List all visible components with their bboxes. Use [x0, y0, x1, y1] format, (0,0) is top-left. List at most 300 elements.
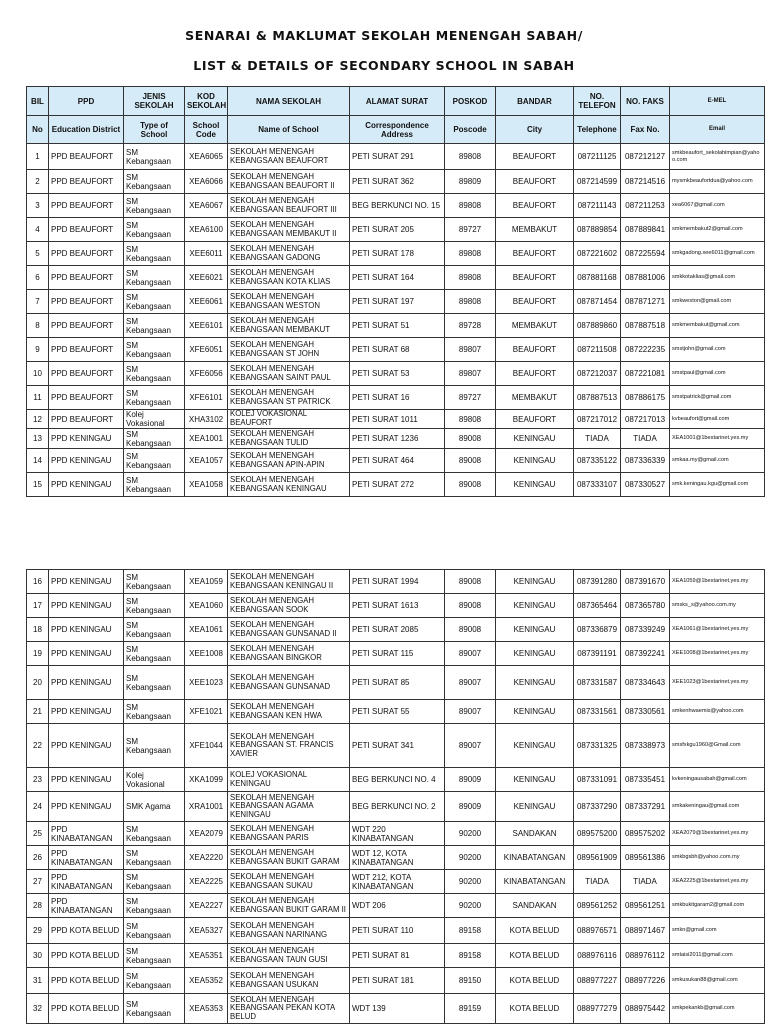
- table-cell: Kolej Vokasional: [124, 768, 185, 792]
- table-cell: KENINGAU: [496, 700, 574, 724]
- table-cell: 087217012: [574, 410, 621, 429]
- table-cell: SEKOLAH MENENGAH KEBANGSAAN GADONG: [228, 242, 350, 266]
- table-cell: XEA1061: [185, 618, 228, 642]
- table-cell: PPD KENINGAU: [49, 473, 124, 497]
- table-cell: 89007: [445, 700, 496, 724]
- table-row: [27, 473, 765, 497]
- table-cell: 89159: [445, 994, 496, 1024]
- table-cell: 31: [27, 968, 49, 994]
- table-cell: 89728: [445, 314, 496, 338]
- table-cell: 90200: [445, 894, 496, 918]
- table-cell: BEAUFORT: [496, 290, 574, 314]
- table-cell: XEA2079: [185, 822, 228, 846]
- table-cell: PPD KENINGAU: [49, 570, 124, 594]
- table-cell: XFE6056: [185, 362, 228, 386]
- table-cell: PPD BEAUFORT: [49, 170, 124, 194]
- table-row: [27, 700, 765, 724]
- table-cell: smstpatrick@gmail.com: [670, 386, 765, 410]
- table-cell: SM Kebangsaan: [124, 570, 185, 594]
- table-cell: SEKOLAH MENENGAH KEBANGSAAN PEKAN KOTA BELUD: [228, 994, 350, 1024]
- table-cell: smkenhwaemis@yahoo.com: [670, 700, 765, 724]
- table-cell: SEKOLAH MENENGAH KEBANGSAAN ST JOHN: [228, 338, 350, 362]
- table-row: [27, 449, 765, 473]
- table-cell: 90200: [445, 870, 496, 894]
- table-row: [27, 144, 765, 170]
- table-cell: xea6067@gmail.com: [670, 194, 765, 218]
- table-cell: XEA5353: [185, 994, 228, 1024]
- table-cell: PETI SURAT 205: [350, 218, 445, 242]
- table-cell: 32: [27, 994, 49, 1024]
- table-cell: 087889841: [621, 218, 670, 242]
- table-cell: 088977226: [621, 968, 670, 994]
- table-cell: 30: [27, 944, 49, 968]
- table-cell: smkn@gmail.com: [670, 918, 765, 944]
- table-cell: SEKOLAH MENENGAH KEBANGSAAN BEAUFORT II: [228, 170, 350, 194]
- table-cell: PETI SURAT 81: [350, 944, 445, 968]
- table-cell: SM Kebangsaan: [124, 944, 185, 968]
- table-cell: SM Kebangsaan: [124, 870, 185, 894]
- table-cell: 087333107: [574, 473, 621, 497]
- table-cell: PETI SURAT 55: [350, 700, 445, 724]
- school-table-page1: [26, 86, 765, 497]
- table-cell: PPD BEAUFORT: [49, 218, 124, 242]
- table-cell: 087331561: [574, 700, 621, 724]
- table-cell: SM Kebangsaan: [124, 242, 185, 266]
- header-cell: JENIS SEKOLAH: [124, 87, 185, 116]
- table-cell: WDT 212, KOTA KINABATANGAN: [350, 870, 445, 894]
- table-cell: 087391670: [621, 570, 670, 594]
- table-cell: SM Kebangsaan: [124, 594, 185, 618]
- table-cell: XEA1001@1bestarinet.yes.my: [670, 429, 765, 449]
- table-cell: 89808: [445, 194, 496, 218]
- table-cell: BEAUFORT: [496, 362, 574, 386]
- table-cell: smtaisi2011@gmail.com: [670, 944, 765, 968]
- table-cell: KOTA BELUD: [496, 994, 574, 1024]
- table-cell: PPD KOTA BELUD: [49, 968, 124, 994]
- table-cell: smkmembakut2@gmail.com: [670, 218, 765, 242]
- table-cell: KENINGAU: [496, 570, 574, 594]
- table-cell: XEA6065: [185, 144, 228, 170]
- table-cell: SEKOLAH MENENGAH KEBANGSAAN BUKIT GARAM II: [228, 894, 350, 918]
- table-cell: SEKOLAH MENENGAH KEBANGSAAN ST PATRICK: [228, 386, 350, 410]
- table-cell: SM Kebangsaan: [124, 362, 185, 386]
- table-cell: SEKOLAH MENENGAH KEBANGSAAN TAUN GUSI: [228, 944, 350, 968]
- table-row: [27, 594, 765, 618]
- table-cell: 087211253: [621, 194, 670, 218]
- table-cell: XEA5327: [185, 918, 228, 944]
- table-cell: SEKOLAH MENENGAH KEBANGSAAN BUKIT GARAM: [228, 846, 350, 870]
- table-cell: XEA2079@1bestarinet.yes.my: [670, 822, 765, 846]
- table-cell: XEA1060: [185, 594, 228, 618]
- table-cell: SEKOLAH MENENGAH KEBANGSAAN MEMBAKUT: [228, 314, 350, 338]
- table-row: [27, 768, 765, 792]
- table-cell: 087214516: [621, 170, 670, 194]
- table-cell: 087211125: [574, 144, 621, 170]
- table-row: [27, 642, 765, 666]
- table-cell: 89007: [445, 724, 496, 768]
- header-cell: Fax No.: [621, 116, 670, 144]
- table-cell: PPD KINABATANGAN: [49, 846, 124, 870]
- table-cell: 087222235: [621, 338, 670, 362]
- table-cell: XEE6061: [185, 290, 228, 314]
- table-cell: SEKOLAH MENENGAH KEBANGSAAN SUKAU: [228, 870, 350, 894]
- table-cell: PPD BEAUFORT: [49, 386, 124, 410]
- table-cell: XEA1001: [185, 429, 228, 449]
- table-cell: 087221081: [621, 362, 670, 386]
- table-cell: smk.keningau.kgu@gmail.com: [670, 473, 765, 497]
- table-cell: 087881006: [621, 266, 670, 290]
- table-cell: PPD KOTA BELUD: [49, 918, 124, 944]
- table-cell: 087211143: [574, 194, 621, 218]
- table-row: [27, 194, 765, 218]
- table-cell: SEKOLAH MENENGAH KEBANGSAAN AGAMA KENINGAU: [228, 792, 350, 822]
- document-title-english: LIST & DETAILS OF SECONDARY SCHOOL IN SABAH: [193, 58, 575, 73]
- table-row: [27, 410, 765, 429]
- table-cell: 89008: [445, 473, 496, 497]
- table-cell: XFE1021: [185, 700, 228, 724]
- table-cell: smkaa.my@gmail.com: [670, 449, 765, 473]
- header-cell: No: [27, 116, 49, 144]
- table-cell: KENINGAU: [496, 724, 574, 768]
- table-cell: 087391191: [574, 642, 621, 666]
- table-cell: 089561386: [621, 846, 670, 870]
- table-cell: SEKOLAH MENENGAH KEBANGSAAN WESTON: [228, 290, 350, 314]
- table-cell: 89727: [445, 386, 496, 410]
- table-cell: 087338973: [621, 724, 670, 768]
- table-cell: PETI SURAT 291: [350, 144, 445, 170]
- table-cell: SM Kebangsaan: [124, 194, 185, 218]
- table-cell: smsfxkgu1960@Gmail.com: [670, 724, 765, 768]
- header-cell: BANDAR: [496, 87, 574, 116]
- table-cell: 089561251: [621, 894, 670, 918]
- table-cell: BEAUFORT: [496, 144, 574, 170]
- table-cell: PPD KENINGAU: [49, 594, 124, 618]
- table-cell: PETI SURAT 85: [350, 666, 445, 700]
- table-cell: SEKOLAH MENENGAH KEBANGSAAN GUNSANAD: [228, 666, 350, 700]
- table-cell: 087212127: [621, 144, 670, 170]
- table-cell: 087337290: [574, 792, 621, 822]
- table-cell: 89158: [445, 918, 496, 944]
- table-cell: KENINGAU: [496, 768, 574, 792]
- table-cell: PETI SURAT 164: [350, 266, 445, 290]
- table-cell: SM Kebangsaan: [124, 338, 185, 362]
- table-cell: SM Kebangsaan: [124, 918, 185, 944]
- table-cell: XEE6021: [185, 266, 228, 290]
- table-cell: 89807: [445, 338, 496, 362]
- table-cell: XEA1059@1bestarinet.yes.my: [670, 570, 765, 594]
- table-cell: PPD BEAUFORT: [49, 314, 124, 338]
- table-cell: 89008: [445, 618, 496, 642]
- table-cell: 89808: [445, 410, 496, 429]
- table-cell: 15: [27, 473, 49, 497]
- table-cell: 12: [27, 410, 49, 429]
- table-cell: 089575202: [621, 822, 670, 846]
- table-cell: TIADA: [621, 429, 670, 449]
- table-cell: 10: [27, 362, 49, 386]
- table-cell: PETI SURAT 1236: [350, 429, 445, 449]
- table-cell: XEE6011: [185, 242, 228, 266]
- table-cell: 90200: [445, 822, 496, 846]
- table-cell: PPD BEAUFORT: [49, 410, 124, 429]
- table-cell: XFE6101: [185, 386, 228, 410]
- table-cell: SM Kebangsaan: [124, 429, 185, 449]
- table-cell: WDT 139: [350, 994, 445, 1024]
- table-row: [27, 618, 765, 642]
- table-cell: PPD KINABATANGAN: [49, 822, 124, 846]
- table-cell: 20: [27, 666, 49, 700]
- table-cell: BEAUFORT: [496, 266, 574, 290]
- table-cell: PPD BEAUFORT: [49, 194, 124, 218]
- table-cell: KENINGAU: [496, 473, 574, 497]
- table-cell: XHA3102: [185, 410, 228, 429]
- table-cell: smkpekankb@gmail.com: [670, 994, 765, 1024]
- table-cell: XFE1044: [185, 724, 228, 768]
- table-cell: PPD KENINGAU: [49, 449, 124, 473]
- table-cell: 087331587: [574, 666, 621, 700]
- header-cell: KOD SEKOLAH: [185, 87, 228, 116]
- table-cell: 087337291: [621, 792, 670, 822]
- table-cell: SEKOLAH MENENGAH KEBANGSAAN BEAUFORT: [228, 144, 350, 170]
- table-cell: SM Kebangsaan: [124, 994, 185, 1024]
- table-cell: 89007: [445, 666, 496, 700]
- table-cell: KENINGAU: [496, 594, 574, 618]
- table-cell: XEA2225@1bestarinet.yes.my: [670, 870, 765, 894]
- table-cell: XEA2227: [185, 894, 228, 918]
- table-cell: 90200: [445, 846, 496, 870]
- table-cell: XEA1057: [185, 449, 228, 473]
- table-cell: smsks_s@yahoo.com.my: [670, 594, 765, 618]
- table-cell: SANDAKAN: [496, 894, 574, 918]
- table-cell: XEA5351: [185, 944, 228, 968]
- table-cell: smkusukan88@gmail.com: [670, 968, 765, 994]
- header-cell: NAMA SEKOLAH: [228, 87, 350, 116]
- table-row: [27, 570, 765, 594]
- table-cell: KOLEJ VOKASIONAL BEAUFORT: [228, 410, 350, 429]
- table-cell: SEKOLAH MENENGAH KEBANGSAAN BINGKOR: [228, 642, 350, 666]
- table-cell: KENINGAU: [496, 792, 574, 822]
- table-cell: 087889860: [574, 314, 621, 338]
- table-cell: 89808: [445, 144, 496, 170]
- table-cell: 087886175: [621, 386, 670, 410]
- header-cell: Email: [670, 116, 765, 144]
- table-cell: PETI SURAT 110: [350, 918, 445, 944]
- table-cell: SM Kebangsaan: [124, 266, 185, 290]
- table-cell: 087335122: [574, 449, 621, 473]
- table-cell: SM Kebangsaan: [124, 473, 185, 497]
- table-row: [27, 362, 765, 386]
- table-cell: 087225594: [621, 242, 670, 266]
- table-cell: SEKOLAH MENENGAH KEBANGSAAN KOTA KLIAS: [228, 266, 350, 290]
- table-row: [27, 218, 765, 242]
- table-cell: KOTA BELUD: [496, 968, 574, 994]
- header-cell: School Code: [185, 116, 228, 144]
- header-cell: NO. FAKS: [621, 87, 670, 116]
- table-cell: SEKOLAH MENENGAH KEBANGSAAN TULID: [228, 429, 350, 449]
- table-cell: SEKOLAH MENENGAH KEBANGSAAN KENINGAU II: [228, 570, 350, 594]
- header-cell: Name of School: [228, 116, 350, 144]
- header-cell: POSKOD: [445, 87, 496, 116]
- table-cell: BEAUFORT: [496, 338, 574, 362]
- table-cell: PPD KENINGAU: [49, 700, 124, 724]
- table-cell: 14: [27, 449, 49, 473]
- table-cell: 89008: [445, 570, 496, 594]
- table-cell: XEE1008: [185, 642, 228, 666]
- table-cell: XRA1001: [185, 792, 228, 822]
- header-cell: Correspondence Address: [350, 116, 445, 144]
- table-cell: 088976571: [574, 918, 621, 944]
- table-cell: 89808: [445, 266, 496, 290]
- table-cell: WDT 12, KOTA KINABATANGAN: [350, 846, 445, 870]
- table-cell: BEG BERKUNCI NO. 4: [350, 768, 445, 792]
- table-cell: 087331091: [574, 768, 621, 792]
- table-cell: PPD KENINGAU: [49, 724, 124, 768]
- table-cell: 26: [27, 846, 49, 870]
- table-cell: 087221602: [574, 242, 621, 266]
- table-cell: 89809: [445, 170, 496, 194]
- table-cell: smstjohn@gmail.com: [670, 338, 765, 362]
- table-cell: 3: [27, 194, 49, 218]
- table-cell: PPD KENINGAU: [49, 642, 124, 666]
- table-cell: PETI SURAT 464: [350, 449, 445, 473]
- table-cell: PETI SURAT 1613: [350, 594, 445, 618]
- table-cell: 087889854: [574, 218, 621, 242]
- table-cell: 7: [27, 290, 49, 314]
- table-cell: kvbeaufort@gmail.com: [670, 410, 765, 429]
- table-row: [27, 944, 765, 968]
- table-cell: SM Kebangsaan: [124, 618, 185, 642]
- table-cell: PETI SURAT 68: [350, 338, 445, 362]
- table-cell: 89808: [445, 290, 496, 314]
- table-cell: SM Kebangsaan: [124, 822, 185, 846]
- table-cell: TIADA: [574, 429, 621, 449]
- table-cell: PPD KINABATANGAN: [49, 894, 124, 918]
- table-cell: XEA1061@1bestarinet.yes.my: [670, 618, 765, 642]
- table-cell: SM Kebangsaan: [124, 218, 185, 242]
- header-cell: PPD: [49, 87, 124, 116]
- table-cell: TIADA: [574, 870, 621, 894]
- table-cell: SANDAKAN: [496, 822, 574, 846]
- table-cell: SM Kebangsaan: [124, 968, 185, 994]
- table-cell: PETI SURAT 53: [350, 362, 445, 386]
- table-row: [27, 846, 765, 870]
- table-cell: PPD KENINGAU: [49, 768, 124, 792]
- school-table-page2: [26, 569, 765, 1024]
- table-cell: XEE1023@1bestarinet.yes.my: [670, 666, 765, 700]
- table-cell: XEE6101: [185, 314, 228, 338]
- table-cell: smkkotaklias@gmail.com: [670, 266, 765, 290]
- table-cell: SEKOLAH MENENGAH KEBANGSAAN KEN HWA: [228, 700, 350, 724]
- table-cell: MEMBAKUT: [496, 218, 574, 242]
- table-cell: PPD KENINGAU: [49, 429, 124, 449]
- table-cell: 087331325: [574, 724, 621, 768]
- table-cell: 18: [27, 618, 49, 642]
- table-cell: 089561909: [574, 846, 621, 870]
- header-cell: E-MEL: [670, 87, 765, 116]
- table-cell: PETI SURAT 362: [350, 170, 445, 194]
- table-cell: SM Kebangsaan: [124, 386, 185, 410]
- table-cell: 29: [27, 918, 49, 944]
- table-cell: smkgadong.xee6011@gmail.com: [670, 242, 765, 266]
- table-cell: PETI SURAT 178: [350, 242, 445, 266]
- table-cell: PPD KOTA BELUD: [49, 994, 124, 1024]
- table-cell: KENINGAU: [496, 642, 574, 666]
- table-cell: 087365780: [621, 594, 670, 618]
- table-cell: 088976112: [621, 944, 670, 968]
- table-cell: XEA2225: [185, 870, 228, 894]
- table-row: [27, 170, 765, 194]
- table-cell: SEKOLAH MENENGAH KEBANGSAAN KENINGAU: [228, 473, 350, 497]
- table-cell: PETI SURAT 115: [350, 642, 445, 666]
- header-cell: Telephone: [574, 116, 621, 144]
- table-cell: MEMBAKUT: [496, 314, 574, 338]
- table-cell: KOTA BELUD: [496, 944, 574, 968]
- table-cell: smkmembakut@gmail.com: [670, 314, 765, 338]
- table-cell: SM Kebangsaan: [124, 846, 185, 870]
- table-cell: XEA1058: [185, 473, 228, 497]
- table-cell: 087336879: [574, 618, 621, 642]
- table-cell: SEKOLAH MENENGAH KEBANGSAAN SAINT PAUL: [228, 362, 350, 386]
- table-cell: KINABATANGAN: [496, 846, 574, 870]
- table-cell: KINABATANGAN: [496, 870, 574, 894]
- table-cell: XEA2220: [185, 846, 228, 870]
- table-cell: 89009: [445, 792, 496, 822]
- table-row: [27, 994, 765, 1024]
- table-cell: SM Kebangsaan: [124, 144, 185, 170]
- table-cell: XKA1099: [185, 768, 228, 792]
- table-cell: SMK Agama: [124, 792, 185, 822]
- header-cell: Type of School: [124, 116, 185, 144]
- table-cell: PETI SURAT 1011: [350, 410, 445, 429]
- table-cell: SM Kebangsaan: [124, 449, 185, 473]
- table-cell: PETI SURAT 181: [350, 968, 445, 994]
- table-cell: PPD BEAUFORT: [49, 242, 124, 266]
- table-cell: PPD BEAUFORT: [49, 338, 124, 362]
- header-cell: City: [496, 116, 574, 144]
- table-cell: WDT 220 KINABATANGAN: [350, 822, 445, 846]
- table-cell: PETI SURAT 2085: [350, 618, 445, 642]
- table-cell: XEE1008@1bestarinet.yes.my: [670, 642, 765, 666]
- table-cell: PETI SURAT 51: [350, 314, 445, 338]
- table-cell: 27: [27, 870, 49, 894]
- table-cell: 087336339: [621, 449, 670, 473]
- table-cell: SM Kebangsaan: [124, 290, 185, 314]
- table-cell: Kolej Vokasional: [124, 410, 185, 429]
- table-cell: 89008: [445, 594, 496, 618]
- table-cell: 087887513: [574, 386, 621, 410]
- table-cell: smkbeaufort_sekolahimpian@yahoo.com: [670, 144, 765, 170]
- table-cell: 17: [27, 594, 49, 618]
- table-row: [27, 918, 765, 944]
- table-cell: 088976116: [574, 944, 621, 968]
- header-cell: BIL: [27, 87, 49, 116]
- table-cell: 087365464: [574, 594, 621, 618]
- table-cell: XFE6051: [185, 338, 228, 362]
- table-cell: PPD BEAUFORT: [49, 266, 124, 290]
- header-row-malay: [27, 87, 765, 116]
- table-cell: KENINGAU: [496, 666, 574, 700]
- table-row: [27, 386, 765, 410]
- table-cell: 087217013: [621, 410, 670, 429]
- table-cell: BEAUFORT: [496, 194, 574, 218]
- table-cell: 89150: [445, 968, 496, 994]
- table-cell: 087881168: [574, 266, 621, 290]
- table-cell: 087391280: [574, 570, 621, 594]
- table-cell: 5: [27, 242, 49, 266]
- table-cell: 088977279: [574, 994, 621, 1024]
- table-cell: 6: [27, 266, 49, 290]
- table-cell: SM Kebangsaan: [124, 724, 185, 768]
- table-row: [27, 290, 765, 314]
